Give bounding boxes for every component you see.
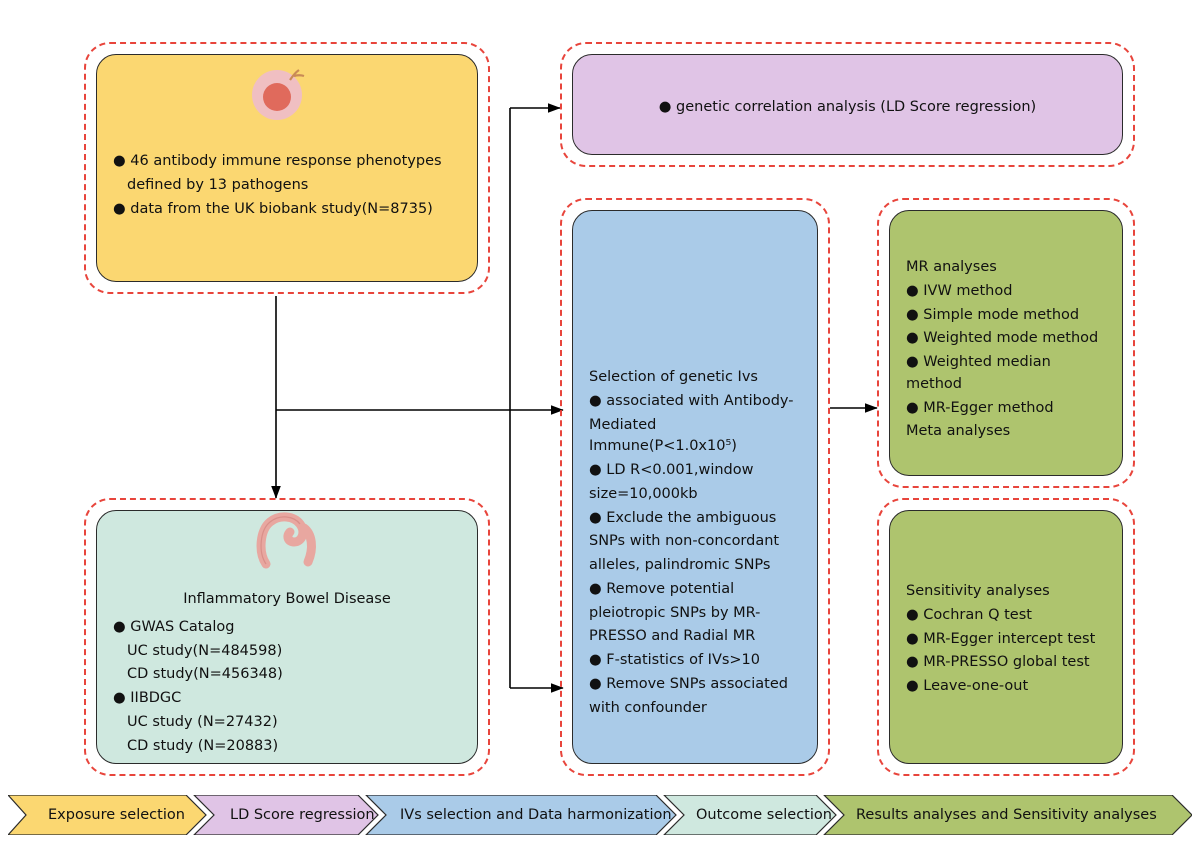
sensitivity-line-4: ● Leave-one-out <box>906 678 1029 694</box>
exposure-line-2: defined by 13 pathogens <box>127 176 309 193</box>
mr-line-4: ● Weighted median method <box>906 354 1051 392</box>
outcome-title: Inflammatory Bowel Disease <box>183 591 391 607</box>
ivs-line-5: ● Exclude the ambiguous <box>589 509 777 526</box>
exposure-text <box>113 151 461 220</box>
ivs-line-2: Mediated Immune(P<1.0x10⁵) <box>589 416 737 455</box>
ivs-line-13: with confounder <box>589 699 707 716</box>
ribbon-label-outcome-selection[interactable]: Outcome selection <box>696 807 832 823</box>
mr-line-5: ● MR-Egger method <box>906 399 1054 416</box>
ivs-line-12: ● Remove SNPs associated <box>589 675 788 692</box>
exposure-line-1: ● 46 antibody immune response phenotypes <box>113 153 442 169</box>
ribbon-label-ivs-selection[interactable]: IVs selection and Data harmonization <box>400 807 672 823</box>
workflow-ribbon <box>8 795 1192 835</box>
outcome-line-1: ● GWAS Catalog <box>113 618 235 635</box>
ivs-line-7: alleles, palindromic SNPs <box>589 557 771 573</box>
outcome-line-5: UC study (N=27432) <box>127 713 278 730</box>
sensitivity-title: Sensitivity analyses <box>906 583 1050 599</box>
mr-analyses-box[interactable] <box>889 210 1123 476</box>
mr-footer: Meta analyses <box>906 423 1011 440</box>
ivs-line-1: ● associated with Antibody- <box>589 392 794 409</box>
ld-score-box[interactable] <box>572 54 1123 155</box>
ivs-line-9: pleiotropic SNPs by MR- <box>589 604 761 621</box>
mr-line-1: ● IVW method <box>906 282 1013 299</box>
immune-cell-icon <box>246 62 308 124</box>
outcome-text <box>113 617 461 758</box>
outcome-line-2: UC study(N=484598) <box>127 642 283 659</box>
sensitivity-text <box>906 581 1106 698</box>
ivs-selection-box[interactable] <box>572 210 818 764</box>
outcome-line-3: CD study(N=456348) <box>127 666 283 683</box>
ivs-line-10: PRESSO and Radial MR <box>589 628 756 645</box>
mr-title: MR analyses <box>906 259 997 275</box>
sensitivity-line-3: ● MR-PRESSO global test <box>906 654 1090 671</box>
mr-line-2: ● Simple mode method <box>906 306 1080 323</box>
ivs-title: Selection of genetic Ivs <box>589 369 758 385</box>
exposure-line-3: ● data from the UK biobank study(N=8735) <box>113 200 433 217</box>
ivs-line-4: size=10,000kb <box>589 485 698 502</box>
intestine-icon <box>248 508 326 570</box>
ribbon-label-results-analyses[interactable]: Results analyses and Sensitivity analyses <box>856 807 1157 823</box>
outcome-line-6: CD study (N=20883) <box>127 737 279 754</box>
ivs-line-6: SNPs with non-concordant <box>589 533 780 550</box>
ivs-line-11: ● F-statistics of IVs>10 <box>589 652 761 668</box>
sensitivity-analyses-box[interactable] <box>889 510 1123 764</box>
sensitivity-line-2: ● MR-Egger intercept test <box>906 630 1096 647</box>
sensitivity-line-1: ● Cochran Q test <box>906 606 1032 623</box>
outcome-line-4: ● IIBDGC <box>113 690 182 706</box>
ld-score-text: ● genetic correlation analysis (LD Score regression) <box>658 99 1037 115</box>
ivs-line-3: ● LD R<0.001,window <box>589 462 754 478</box>
ivs-text <box>589 367 801 719</box>
mr-line-3: ● Weighted mode method <box>906 330 1099 347</box>
mr-text <box>906 257 1106 443</box>
ribbon-label-exposure-selection[interactable]: Exposure selection <box>48 807 185 823</box>
ribbon-label-ld-score-regression[interactable]: LD Score regression <box>230 807 375 823</box>
ivs-line-8: ● Remove potential <box>589 580 735 597</box>
